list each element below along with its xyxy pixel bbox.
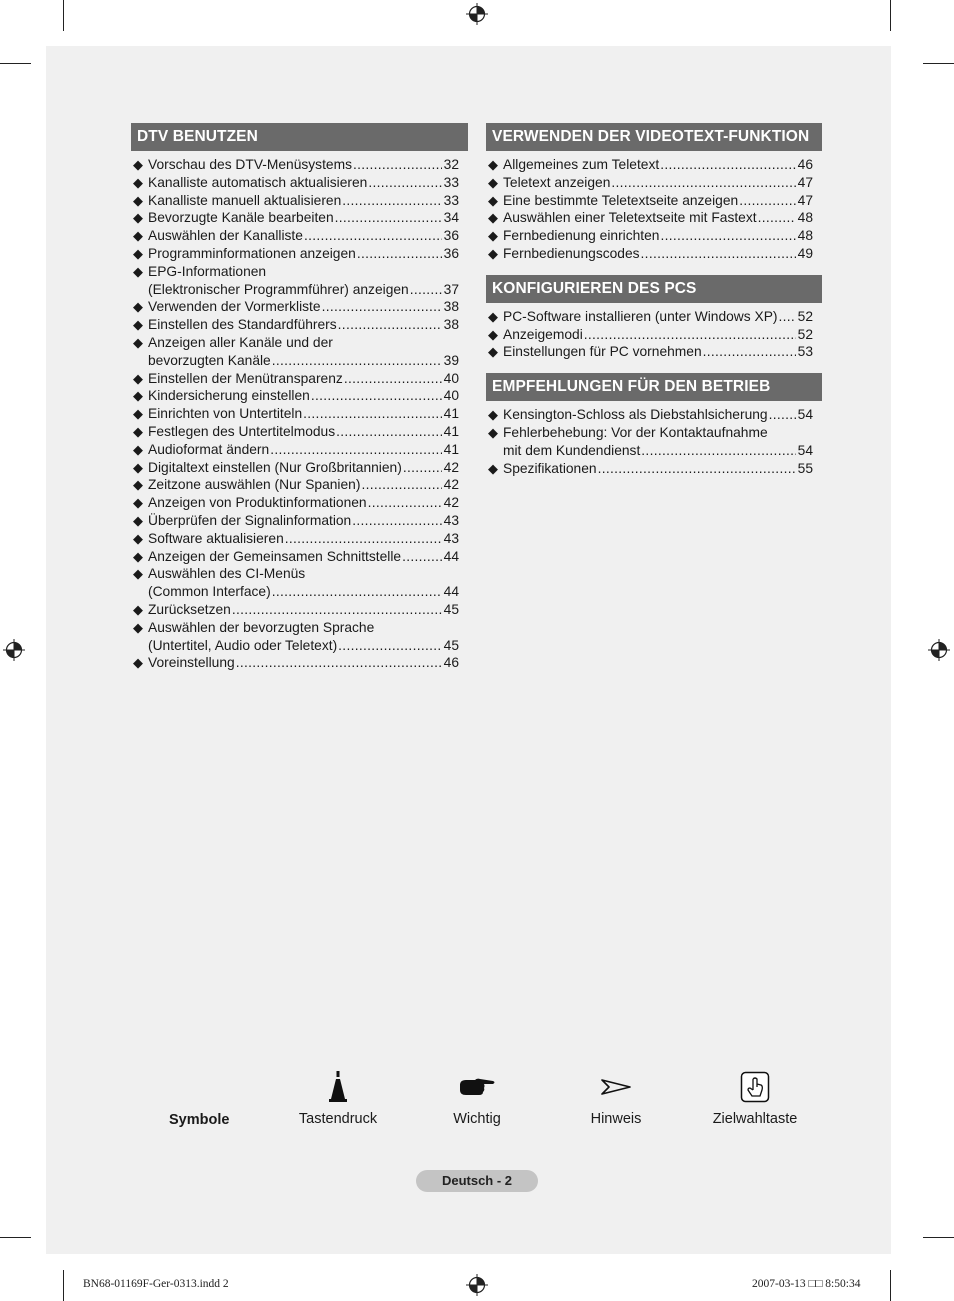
toc-entry-line [148,476,459,494]
toc-entry-text: (Elektronischer Programmführer) anzeigen [148,281,409,297]
toc-entry-text: Audioformat ändern [148,441,270,457]
toc-entry-text: Kanalliste automatisch aktualisieren [148,174,368,190]
toc-entry-line [148,548,459,566]
toc-entry-text: Auswählen des CI-Menüs [148,566,306,582]
toc-entry[interactable] [131,494,468,512]
registration-mark-icon [466,1274,488,1296]
toc-page-number: 47 [797,174,813,190]
crop-mark [0,1237,31,1238]
toc-entry-line [503,308,813,326]
dot-leader [368,494,442,512]
toc-column-right [486,123,822,477]
toc-page-number: 36 [443,245,459,261]
toc-list [486,406,822,477]
diamond-bullet-icon: ◆ [133,406,143,422]
toc-entry-text: Eine bestimmte Teletextseite anzeigen [503,192,739,208]
symbol-label: Zielwahltaste [712,1111,798,1127]
toc-entry-text: Fernbedienungscodes [503,245,640,261]
toc-page-number: 46 [797,157,813,172]
toc-entry-line [148,352,459,370]
toc-page-number: 33 [443,192,459,208]
diamond-bullet-icon: ◆ [133,228,143,244]
toc-entry[interactable] [131,405,468,423]
toc-entry-text: Zeitzone auswählen (Nur Spanien) [148,477,361,493]
toc-page-number: 38 [443,299,459,315]
toc-page-number: 39 [443,352,459,368]
toc-entry-text: Kindersicherung einstellen [148,388,310,404]
diamond-bullet-icon: ◆ [133,245,143,261]
dot-leader [304,227,442,245]
toc-page-number: 55 [797,460,813,476]
toc-entry-text: Vorschau des DTV-Menüsystems [148,157,352,172]
diamond-bullet-icon: ◆ [488,344,498,360]
toc-page-number: 45 [443,601,459,617]
diamond-bullet-icon: ◆ [133,423,143,439]
diamond-bullet-icon: ◆ [133,370,143,386]
registration-mark-icon [3,639,25,661]
toc-entry-line [503,326,813,344]
diamond-bullet-icon: ◆ [133,157,143,172]
toc-entry[interactable] [131,565,468,601]
diamond-bullet-icon: ◆ [488,174,498,190]
toc-entry-line [148,281,459,299]
toc-page-number: 42 [443,459,459,475]
symbols-title: Symbole [169,1112,230,1128]
toc-entry[interactable] [131,192,468,210]
diamond-bullet-icon: ◆ [488,228,498,244]
dot-leader [303,405,441,423]
crop-mark [890,1270,891,1301]
crop-mark [890,0,891,31]
dot-leader [641,245,796,263]
diamond-bullet-icon: ◆ [488,192,498,208]
toc-entry-line [148,494,459,512]
toc-page-number: 37 [443,281,459,297]
toc-entry-text: Einstellen des Standardführers [148,317,337,333]
toc-entry-text: Einstellungen für PC vornehmen [503,344,702,360]
dot-leader [342,192,441,210]
toc-entry-line [503,424,813,442]
toc-entry-line [148,637,459,655]
one-touch-button-icon [740,1071,770,1103]
toc-entry[interactable] [131,263,468,299]
registration-mark-icon [928,639,950,661]
symbols-legend [131,1068,821,1138]
toc-entry[interactable] [131,156,468,174]
toc-entry-text: Software aktualisieren [148,530,284,546]
diamond-bullet-icon: ◆ [133,601,143,617]
diamond-bullet-icon: ◆ [488,460,498,476]
toc-entry-text: bevorzugten Kanäle [148,352,271,368]
dot-leader [335,209,442,227]
toc-entry-line [148,298,459,316]
toc-entry[interactable] [486,326,822,344]
toc-page-number: 54 [797,407,813,423]
toc-entry[interactable] [486,209,822,227]
dot-leader [410,281,442,299]
print-slug-timestamp: 2007-03-13 □□ 8:50:34 [752,1278,861,1290]
toc-page-number: 41 [443,423,459,439]
crop-mark [63,0,64,31]
toc-entry-text: Voreinstellung [148,655,235,671]
toc-page-number: 38 [443,317,459,333]
toc-entry[interactable] [131,441,468,459]
toc-entry-line [148,459,459,477]
toc-entry-line [148,245,459,263]
toc-entry-line [148,601,459,619]
toc-entry-line [148,209,459,227]
toc-page-number: 33 [443,174,459,190]
toc-entry-line [503,227,813,245]
toc-entry[interactable] [131,512,468,530]
toc-entry-text: Kanalliste manuell aktualisieren [148,192,342,208]
diamond-bullet-icon: ◆ [488,407,498,423]
toc-entry[interactable] [486,192,822,210]
dot-leader [338,316,442,334]
toc-page-number: 52 [797,326,813,342]
toc-entry-line [148,619,459,637]
diamond-bullet-icon: ◆ [133,495,143,511]
toc-page-number: 44 [443,584,459,600]
toc-page-number: 53 [797,344,813,360]
toc-entry[interactable] [486,245,822,263]
pointing-hand-icon [458,1076,496,1098]
dot-leader [361,476,441,494]
section-spacer [486,361,822,373]
toc-entry-text: Teletext anzeigen [503,174,611,190]
toc-entry-text: Programminformationen anzeigen [148,245,356,261]
toc-entry-line [148,654,459,672]
section-header: VERWENDEN DER VIDEOTEXT-FUNKTION [486,123,822,151]
dot-leader [272,352,442,370]
symbol-note [556,1068,676,1127]
symbol-press-key [278,1068,398,1127]
toc-entry[interactable] [486,406,822,424]
dot-leader [357,245,442,263]
toc-entry[interactable] [131,316,468,334]
toc-entry-line [503,209,813,227]
dot-leader [660,227,795,245]
toc-entry[interactable] [131,476,468,494]
symbol-label: Wichtig [453,1111,501,1127]
dot-leader [270,441,441,459]
dot-leader [584,326,796,344]
diamond-bullet-icon: ◆ [133,619,143,635]
toc-column-left [131,123,468,672]
crop-mark [923,1237,954,1238]
dot-leader [611,174,795,192]
toc-entry[interactable] [131,619,468,655]
toc-entry[interactable] [131,654,468,672]
diamond-bullet-icon: ◆ [133,477,143,493]
page-number-badge: Deutsch - 2 [416,1170,538,1192]
toc-entry-text: Festlegen des Untertitelmodus [148,423,336,439]
toc-entry[interactable] [486,156,822,174]
section-spacer [486,263,822,275]
toc-entry-line [148,156,459,174]
toc-entry-text: Überprüfen der Signalinformation [148,512,352,528]
diamond-bullet-icon: ◆ [133,317,143,333]
diamond-bullet-icon: ◆ [133,388,143,404]
dot-leader [660,156,795,174]
toc-entry[interactable] [131,601,468,619]
dot-leader [769,406,796,424]
toc-entry[interactable] [486,343,822,361]
toc-entry-line [503,174,813,192]
toc-page-number: 45 [443,637,459,653]
dot-leader [368,174,441,192]
toc-entry-line [148,423,459,441]
toc-page-number: 48 [797,228,813,244]
crop-mark [0,63,31,64]
dot-leader [641,442,795,460]
dot-leader [758,209,796,227]
toc-page-number: 48 [797,210,813,226]
toc-entry-text: Bevorzugte Kanäle bearbeiten [148,210,334,226]
toc-entry-text: Auswählen der bevorzugten Sprache [148,619,375,635]
toc-entry[interactable] [131,298,468,316]
dot-leader [739,192,795,210]
toc-entry-text: mit dem Kundendienst [503,442,641,458]
toc-entry-line [148,263,459,281]
toc-entry-line [148,583,459,601]
dot-leader [232,601,442,619]
toc-entry-line [148,405,459,423]
toc-entry[interactable] [131,548,468,566]
toc-entry[interactable] [486,424,822,460]
diamond-bullet-icon: ◆ [133,459,143,475]
symbol-label: Hinweis [590,1111,642,1127]
toc-entry-text: Allgemeines zum Teletext [503,157,660,172]
press-key-icon [327,1069,349,1105]
toc-page-number: 34 [443,210,459,226]
diamond-bullet-icon: ◆ [133,530,143,546]
diamond-bullet-icon: ◆ [488,245,498,261]
toc-page-number: 32 [443,157,459,172]
section-header: KONFIGURIEREN DES PCS [486,275,822,303]
dot-leader [779,308,796,326]
toc-entry[interactable] [131,370,468,388]
toc-page-number: 41 [443,406,459,422]
toc-entry-line [148,334,459,352]
symbol-important [417,1068,537,1127]
toc-page-number: 43 [443,530,459,546]
diamond-bullet-icon: ◆ [488,308,498,324]
toc-entry-line [148,512,459,530]
toc-entry-line [148,530,459,548]
toc-page-number: 40 [443,370,459,386]
diamond-bullet-icon: ◆ [488,210,498,226]
toc-entry-line [503,192,813,210]
toc-entry-text: PC-Software installieren (unter Windows XP) [503,308,778,324]
toc-entry-line [148,387,459,405]
toc-entry[interactable] [131,174,468,192]
toc-entry[interactable] [131,459,468,477]
toc-list [486,156,822,263]
toc-entry-line [148,441,459,459]
dot-leader [322,298,442,316]
toc-entry-text: (Untertitel, Audio oder Teletext) [148,637,338,653]
diamond-bullet-icon: ◆ [133,192,143,208]
diamond-bullet-icon: ◆ [133,210,143,226]
toc-entry-line [148,227,459,245]
toc-entry-text: Fernbedienung einrichten [503,228,660,244]
toc-entry[interactable] [131,209,468,227]
toc-page-number: 36 [443,228,459,244]
toc-entry[interactable] [486,174,822,192]
dot-leader [344,370,442,388]
toc-entry-line [503,442,813,460]
toc-entry-text: Anzeigen von Produktinformationen [148,495,367,511]
diamond-bullet-icon: ◆ [133,174,143,190]
toc-entry-text: Einrichten von Untertiteln [148,406,303,422]
dot-leader [703,343,796,361]
toc-entry-text: Anzeigemodi [503,326,583,342]
dot-leader [402,548,442,566]
dot-leader [403,459,442,477]
toc-page-number: 52 [797,308,813,324]
dot-leader [353,156,442,174]
toc-page-number: 44 [443,548,459,564]
toc-entry-text: Auswählen einer Teletextseite mit Fastext [503,210,757,226]
diamond-bullet-icon: ◆ [133,334,143,350]
toc-page-number: 43 [443,512,459,528]
diamond-bullet-icon: ◆ [133,512,143,528]
toc-entry[interactable] [131,245,468,263]
toc-entry-text: Verwenden der Vormerkliste [148,299,321,315]
dot-leader [236,654,442,672]
toc-entry[interactable] [486,227,822,245]
toc-entry-text: Auswählen der Kanalliste [148,228,303,244]
toc-entry-line [148,370,459,388]
crop-mark [63,1270,64,1301]
toc-entry-text: Anzeigen der Gemeinsamen Schnittstelle [148,548,402,564]
toc-entry[interactable] [131,227,468,245]
toc-page-number: 47 [797,192,813,208]
toc-entry[interactable] [131,423,468,441]
toc-entry-text: EPG-Informationen [148,263,267,279]
toc-entry-text: Anzeigen aller Kanäle und der [148,334,333,350]
toc-page-number: 46 [443,655,459,671]
symbol-one-touch [695,1068,815,1127]
toc-page-number: 41 [443,441,459,457]
diamond-bullet-icon: ◆ [133,299,143,315]
toc-entry-line [503,406,813,424]
toc-entry-text: Digitaltext einstellen (Nur Großbritannien) [148,459,402,475]
toc-entry-line [503,245,813,263]
toc-entry-text: Kensington-Schloss als Diebstahlsicherung [503,407,768,423]
toc-entry[interactable] [486,460,822,478]
toc-page-number: 40 [443,388,459,404]
note-arrow-icon [601,1079,631,1095]
crop-mark [923,63,954,64]
toc-entry[interactable] [131,334,468,370]
dot-leader [338,637,441,655]
toc-entry-text: Spezifikationen [503,460,597,476]
toc-page-number: 54 [797,442,813,458]
section-header-dtv: DTV BENUTZEN [131,123,468,151]
diamond-bullet-icon: ◆ [488,326,498,342]
diamond-bullet-icon: ◆ [133,441,143,457]
toc-entry-line [503,156,813,174]
toc-entry-text: (Common Interface) [148,584,271,600]
dot-leader [352,512,441,530]
toc-entry[interactable] [486,308,822,326]
toc-entry-line [148,316,459,334]
toc-entry-line [148,192,459,210]
toc-entry-text: Einstellen der Menütransparenz [148,370,343,386]
diamond-bullet-icon: ◆ [133,566,143,582]
toc-entry[interactable] [131,530,468,548]
dot-leader [285,530,442,548]
diamond-bullet-icon: ◆ [133,548,143,564]
toc-entry-line [148,565,459,583]
toc-list [131,156,468,672]
print-slug-file: BN68-01169F-Ger-0313.indd 2 [83,1278,229,1290]
diamond-bullet-icon: ◆ [488,157,498,172]
symbol-label: Tastendruck [298,1111,378,1127]
toc-entry-line [148,174,459,192]
toc-list [486,308,822,361]
dot-leader [311,387,442,405]
diamond-bullet-icon: ◆ [488,424,498,440]
toc-entry-text: Fehlerbehebung: Vor der Kontaktaufnahme [503,424,768,440]
toc-page-number: 42 [443,477,459,493]
toc-entry-line [503,343,813,361]
toc-page-number: 42 [443,495,459,511]
section-header: EMPFEHLUNGEN FÜR DEN BETRIEB [486,373,822,401]
toc-entry[interactable] [131,387,468,405]
diamond-bullet-icon: ◆ [133,655,143,671]
registration-mark-icon [466,3,488,25]
dot-leader [598,460,796,478]
dot-leader [336,423,442,441]
diamond-bullet-icon: ◆ [133,263,143,279]
dot-leader [272,583,442,601]
toc-entry-line [503,460,813,478]
toc-page-number: 49 [797,245,813,261]
toc-entry-text: Zurücksetzen [148,601,231,617]
